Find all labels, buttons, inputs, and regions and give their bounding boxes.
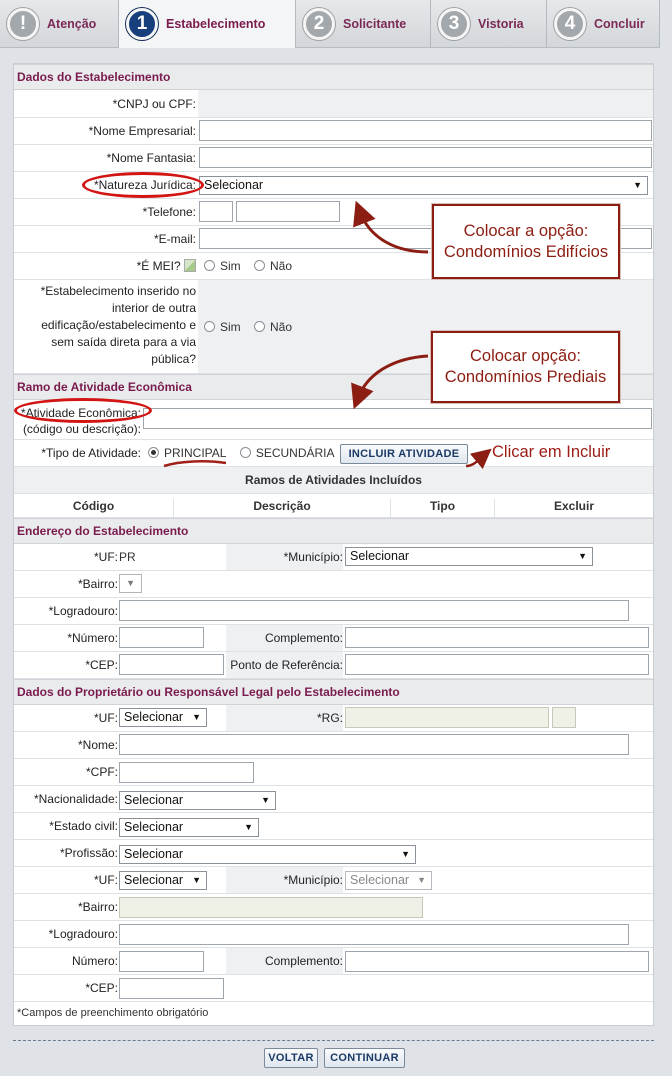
prop-rg-input[interactable]	[345, 707, 549, 728]
tab-label: Estabelecimento	[166, 17, 266, 31]
row-nome-fantasia	[14, 145, 653, 172]
prop-municipio-select[interactable]	[345, 871, 432, 890]
endereco-referencia-label: Ponto de Referência:	[230, 658, 343, 672]
mei-label	[137, 259, 196, 273]
row-prop-nacionalidade	[14, 786, 653, 813]
interior-options	[204, 320, 302, 334]
chevron-down-icon: ▼	[401, 849, 410, 859]
step-4-icon: 4	[554, 8, 586, 40]
prop-municipio-value: Selecionar	[350, 873, 410, 887]
prop-profissao-value: Selecionar	[124, 847, 184, 861]
prop-estado-civil-label: *Estado civil:	[49, 819, 118, 833]
endereco-municipio-value: Selecionar	[350, 549, 410, 563]
nome-empresarial-label: *Nome Empresarial:	[88, 124, 196, 138]
row-endereco-logradouro	[14, 598, 653, 625]
highlight-natureza-ellipse	[82, 172, 204, 198]
endereco-cep-label: *CEP:	[85, 658, 118, 672]
natureza-juridica-select[interactable]	[199, 176, 648, 195]
wizard-steps	[0, 0, 660, 48]
atividade-label-text: *Atividade Econômica:	[20, 406, 141, 420]
row-prop-profissao	[14, 840, 653, 867]
prop-rg-label: *RG:	[316, 711, 343, 725]
endereco-bairro-select[interactable]	[119, 574, 142, 593]
callout-atividade-line2: Condomínios Prediais	[444, 368, 607, 386]
chevron-down-icon: ▼	[261, 795, 270, 805]
prop-profissao-label: *Profissão:	[59, 846, 118, 860]
row-endereco-numero	[14, 625, 653, 652]
tipo-atividade-label: *Tipo de Atividade:	[41, 446, 141, 460]
chevron-down-icon: ▼	[578, 551, 587, 561]
col-excluir: Excluir	[553, 499, 595, 513]
row-prop-bairro	[14, 894, 653, 921]
interior-nao-label: Não	[270, 320, 293, 334]
mei-nao-label: Não	[270, 259, 293, 273]
prop-complemento-input[interactable]	[345, 951, 649, 972]
chevron-down-icon: ▼	[192, 875, 201, 885]
prop-rg-uf-input[interactable]	[552, 707, 576, 728]
divider	[13, 1040, 654, 1041]
voltar-button[interactable]: VOLTAR	[264, 1048, 318, 1068]
prop-cpf-label: *CPF:	[85, 765, 118, 779]
telefone-ddd-input[interactable]	[199, 201, 233, 222]
chevron-down-icon: ▼	[192, 712, 201, 722]
callout-natureza	[432, 204, 620, 279]
prop-nome-label: *Nome:	[77, 738, 118, 752]
prop-uf-label: *UF:	[94, 711, 118, 725]
prop-uf2-value: Selecionar	[124, 873, 184, 887]
section-title-proprietario: Dados do Proprietário ou Responsável Legal pelo Estabelecimento	[14, 679, 653, 705]
step-2-icon: 2	[303, 8, 335, 40]
col-descricao: Descrição	[174, 499, 391, 517]
row-endereco-uf	[14, 544, 653, 571]
nome-fantasia-input[interactable]	[199, 147, 652, 168]
exclamation-icon: !	[7, 8, 39, 40]
section-title-estabelecimento: Dados do Estabelecimento	[14, 64, 653, 90]
interior-nao-radio[interactable]	[254, 321, 265, 332]
prop-numero-input[interactable]	[119, 951, 204, 972]
tab-atencao[interactable]	[0, 0, 119, 47]
principal-label: PRINCIPAL	[164, 446, 227, 460]
telefone-number-input[interactable]	[236, 201, 340, 222]
principal-radio[interactable]	[148, 447, 159, 458]
prop-cpf-input[interactable]	[119, 762, 254, 783]
cnpj-label: *CNPJ ou CPF:	[112, 97, 196, 111]
clicar-incluir-annotation: Clicar em Incluir	[492, 443, 611, 461]
tab-estabelecimento[interactable]	[119, 0, 296, 48]
endereco-cep-input[interactable]	[119, 654, 224, 675]
cnpj-value-area	[198, 90, 653, 117]
callout-natureza-line2: Condomínios Edifícios	[443, 243, 609, 261]
callout-atividade-line1: Colocar opção:	[470, 347, 581, 365]
tab-label: Atenção	[47, 16, 97, 31]
prop-logradouro-input[interactable]	[119, 924, 629, 945]
prop-estado-civil-select[interactable]	[119, 818, 259, 837]
atividade-hint: (código ou descrição):	[22, 422, 141, 436]
mei-nao-radio[interactable]	[254, 260, 265, 271]
tab-label: Vistoria	[478, 16, 524, 31]
prop-bairro-label: *Bairro:	[77, 900, 118, 914]
broken-image-icon	[184, 259, 196, 272]
step-1-icon: 1	[126, 8, 158, 40]
chevron-down-icon: ▼	[126, 578, 135, 588]
tab-label: Concluir	[594, 16, 645, 31]
interior-sim-label: Sim	[220, 320, 241, 334]
incluir-atividade-button[interactable]: INCLUIR ATIVIDADE	[340, 444, 468, 464]
tab-solicitante[interactable]	[296, 0, 431, 47]
prop-nome-input[interactable]	[119, 734, 629, 755]
endereco-complemento-input[interactable]	[345, 627, 649, 648]
endereco-logradouro-label: *Logradouro:	[48, 604, 118, 618]
endereco-numero-input[interactable]	[119, 627, 204, 648]
row-cnpj	[14, 90, 653, 118]
prop-nacionalidade-value: Selecionar	[124, 793, 184, 807]
prop-uf2-label: *UF:	[94, 873, 118, 887]
endereco-referencia-input[interactable]	[345, 654, 649, 675]
endereco-municipio-select[interactable]	[345, 547, 593, 566]
row-prop-nome	[14, 732, 653, 759]
prop-bairro-input[interactable]	[119, 897, 423, 918]
row-prop-logradouro	[14, 921, 653, 948]
row-prop-cpf	[14, 759, 653, 786]
prop-nacionalidade-label: *Nacionalidade:	[33, 792, 118, 806]
row-endereco-bairro	[14, 571, 653, 598]
row-prop-numero	[14, 948, 653, 975]
row-prop-uf2	[14, 867, 653, 894]
nome-empresarial-input[interactable]	[199, 120, 652, 141]
prop-municipio-label: *Município:	[283, 873, 343, 887]
natureza-juridica-label: *Natureza Jurídica:	[93, 178, 196, 192]
interior-sim-radio[interactable]	[204, 321, 215, 332]
col-codigo: Código	[14, 499, 174, 517]
section-title-ramo: Ramo de Atividade Econômica	[14, 374, 653, 400]
tipo-options	[148, 446, 345, 460]
atividades-table-title-text: Ramos de Atividades Incluídos	[245, 473, 422, 487]
endereco-uf-value: PR	[119, 550, 136, 564]
prop-cep-label: *CEP:	[85, 981, 118, 995]
secundaria-label: SECUNDÁRIA	[255, 446, 335, 460]
secundaria-radio[interactable]	[240, 447, 251, 458]
prop-uf-value: Selecionar	[124, 710, 184, 724]
nome-fantasia-label: *Nome Fantasia:	[106, 151, 196, 165]
endereco-complemento-label: Complemento:	[264, 631, 343, 645]
prop-uf2-select[interactable]	[119, 871, 207, 890]
highlight-atividade-ellipse	[14, 398, 152, 423]
tab-concluir[interactable]	[547, 0, 660, 47]
interior-label: *Estabelecimento inserido no interior de outra edificação/estabelecimento e sem saída direta para a via pública?	[40, 284, 196, 366]
prop-estado-civil-value: Selecionar	[124, 820, 184, 834]
atividade-input[interactable]	[143, 408, 652, 429]
prop-logradouro-label: *Logradouro:	[48, 927, 118, 941]
chevron-down-icon: ▼	[633, 180, 642, 190]
col-tipo: Tipo	[391, 499, 495, 517]
endereco-numero-label: *Número:	[67, 631, 118, 645]
tab-label: Solicitante	[343, 16, 407, 31]
chevron-down-icon: ▼	[417, 875, 426, 885]
row-endereco-cep	[14, 652, 653, 679]
prop-uf-select[interactable]	[119, 708, 207, 727]
tab-vistoria[interactable]	[431, 0, 547, 47]
callout-natureza-line1: Colocar a opção:	[463, 222, 589, 240]
mei-options	[204, 259, 302, 273]
endereco-bairro-label: *Bairro:	[77, 577, 118, 591]
atividades-table-header	[14, 494, 653, 518]
endereco-logradouro-input[interactable]	[119, 600, 629, 621]
row-prop-estado-civil	[14, 813, 653, 840]
prop-complemento-label: Complemento:	[264, 954, 343, 968]
required-footnote: *Campos de preenchimento obrigatório	[17, 1007, 209, 1019]
step-3-icon: 3	[438, 8, 470, 40]
natureza-juridica-value: Selecionar	[204, 178, 264, 192]
row-nome-empresarial	[14, 118, 653, 145]
endereco-uf-label: *UF:	[94, 550, 118, 564]
prop-nacionalidade-select[interactable]	[119, 791, 276, 810]
endereco-municipio-label: *Município:	[283, 550, 343, 564]
row-prop-cep	[14, 975, 653, 1002]
telefone-label: *Telefone:	[142, 205, 196, 219]
prop-numero-label: Número:	[71, 954, 118, 968]
atividades-table-title	[14, 467, 653, 494]
continuar-button[interactable]: CONTINUAR	[324, 1048, 405, 1068]
row-prop-uf	[14, 705, 653, 732]
chevron-down-icon: ▼	[244, 822, 253, 832]
prop-cep-input[interactable]	[119, 978, 224, 999]
callout-atividade	[431, 331, 620, 403]
section-title-endereco: Endereço do Estabelecimento	[14, 518, 653, 544]
email-label: *E-mail:	[153, 232, 196, 246]
prop-profissao-select[interactable]	[119, 845, 416, 864]
mei-sim-radio[interactable]	[204, 260, 215, 271]
mei-sim-label: Sim	[220, 259, 241, 273]
mei-label-text: *É MEI?	[136, 259, 181, 273]
